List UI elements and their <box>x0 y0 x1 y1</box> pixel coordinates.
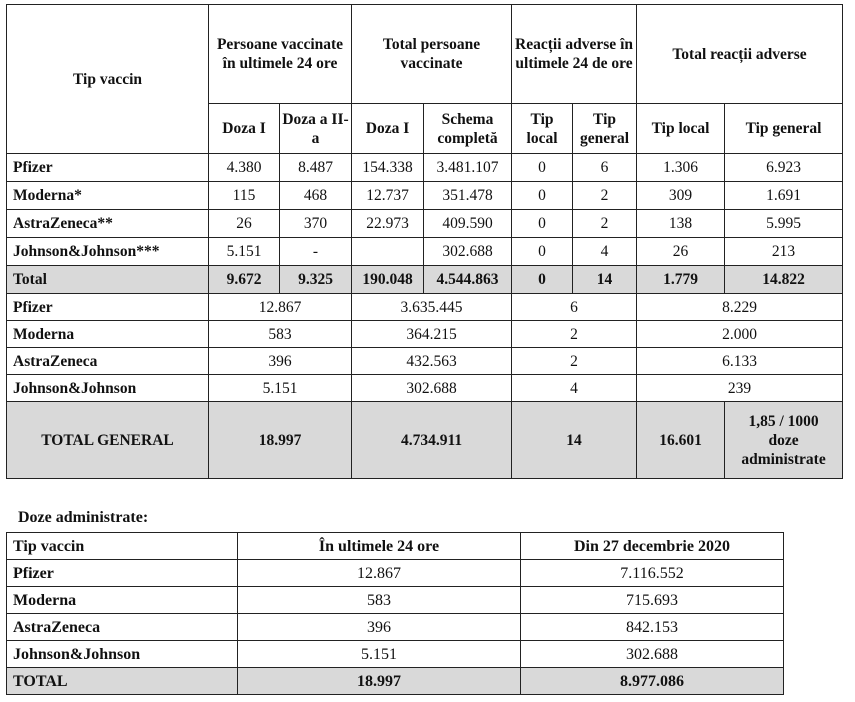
header-last-24h: În ultimele 24 ore <box>238 533 521 560</box>
cell: 1.306 <box>637 154 725 182</box>
total-label: Total <box>7 266 209 294</box>
table-row <box>7 614 784 641</box>
vaccine-name: Johnson&Johnson <box>7 641 238 668</box>
summary-row <box>7 348 843 375</box>
cell: 9.325 <box>280 266 352 294</box>
cell: 4.544.863 <box>424 266 512 294</box>
cell: 18.997 <box>238 668 521 695</box>
cell: 396 <box>209 348 352 375</box>
cell: 12.737 <box>352 182 424 210</box>
header-doza1-total: Doza I <box>352 104 424 154</box>
cell: 715.693 <box>521 587 784 614</box>
cell: 239 <box>637 375 843 402</box>
cell: 370 <box>280 210 352 238</box>
vaccine-name: Pfizer <box>7 294 209 321</box>
vaccine-name: Pfizer <box>7 154 209 182</box>
cell: 154.338 <box>352 154 424 182</box>
cell: 2 <box>512 321 637 348</box>
total-row <box>7 266 843 294</box>
cell: 468 <box>280 182 352 210</box>
cell: 26 <box>637 238 725 266</box>
header-row <box>7 533 784 560</box>
table-row <box>7 560 784 587</box>
cell: 8.487 <box>280 154 352 182</box>
cell: 2.000 <box>637 321 843 348</box>
cell: 351.478 <box>424 182 512 210</box>
header-tip-local: Tip local <box>512 104 573 154</box>
grand-total-label: TOTAL GENERAL <box>7 402 209 479</box>
cell: 302.688 <box>521 641 784 668</box>
cell: 22.973 <box>352 210 424 238</box>
header-schema: Schema completă <box>424 104 512 154</box>
cell: 432.563 <box>352 348 512 375</box>
cell: 0 <box>512 154 573 182</box>
cell: 115 <box>209 182 280 210</box>
cell: 5.151 <box>238 641 521 668</box>
rate-unit-2: administrate <box>741 450 826 468</box>
header-doza2: Doza a II-a <box>280 104 352 154</box>
cell: 4.734.911 <box>352 402 512 479</box>
header-total-reactii: Total reacții adverse <box>637 5 843 104</box>
cell: 7.116.552 <box>521 560 784 587</box>
vaccine-name: AstraZeneca <box>7 348 209 375</box>
header-tip-vaccin: Tip vaccin <box>7 5 209 154</box>
header-since-date: Din 27 decembrie 2020 <box>521 533 784 560</box>
vaccine-name: Pfizer <box>7 560 238 587</box>
cell: 842.153 <box>521 614 784 641</box>
summary-row <box>7 321 843 348</box>
cell: 14.822 <box>725 266 843 294</box>
header-tip-vaccin: Tip vaccin <box>7 533 238 560</box>
cell: 8.229 <box>637 294 843 321</box>
cell: 5.151 <box>209 238 280 266</box>
cell: 583 <box>209 321 352 348</box>
table-row <box>7 154 843 182</box>
cell: 364.215 <box>352 321 512 348</box>
doses-caption: Doze administrate: <box>18 509 149 526</box>
cell: 14 <box>573 266 637 294</box>
cell: 1.691 <box>725 182 843 210</box>
cell: 138 <box>637 210 725 238</box>
rate-unit-1: doze <box>768 431 799 449</box>
cell: 0 <box>512 266 573 294</box>
cell: 409.590 <box>424 210 512 238</box>
cell: 2 <box>512 348 637 375</box>
cell: 1.779 <box>637 266 725 294</box>
cell: 0 <box>512 238 573 266</box>
summary-row <box>7 375 843 402</box>
table-row <box>7 238 843 266</box>
total-row <box>7 668 784 695</box>
vaccine-name: Johnson&Johnson <box>7 375 209 402</box>
cell: 8.977.086 <box>521 668 784 695</box>
cell: 309 <box>637 182 725 210</box>
cell: 6.133 <box>637 348 843 375</box>
cell: 6 <box>512 294 637 321</box>
header-tip-local-total: Tip local <box>637 104 725 154</box>
cell: 302.688 <box>352 375 512 402</box>
summary-row <box>7 294 843 321</box>
vaccine-name: Moderna <box>7 587 238 614</box>
cell: 9.672 <box>209 266 280 294</box>
cell: 190.048 <box>352 266 424 294</box>
vaccine-name: Moderna <box>7 321 209 348</box>
doses-table <box>6 532 784 695</box>
header-reactii-24h: Reacții adverse în ultimele 24 de ore <box>512 5 637 104</box>
vaccine-name: AstraZeneca** <box>7 210 209 238</box>
cell: 583 <box>238 587 521 614</box>
header-total-persoane: Total persoane vaccinate <box>352 5 512 104</box>
cell: 213 <box>725 238 843 266</box>
cell: 18.997 <box>209 402 352 479</box>
header-doza1: Doza I <box>209 104 280 154</box>
cell: 26 <box>209 210 280 238</box>
table-row <box>7 587 784 614</box>
header-row-1 <box>7 5 843 104</box>
table-row <box>7 210 843 238</box>
header-tip-general-total: Tip general <box>725 104 843 154</box>
cell: 4 <box>573 238 637 266</box>
vaccine-name: Johnson&Johnson*** <box>7 238 209 266</box>
cell: 16.601 <box>637 402 725 479</box>
header-tip-general: Tip general <box>573 104 637 154</box>
cell: 0 <box>512 210 573 238</box>
cell: 14 <box>512 402 637 479</box>
cell: 12.867 <box>238 560 521 587</box>
grand-total-row <box>7 402 843 479</box>
cell: 4.380 <box>209 154 280 182</box>
cell: 4 <box>512 375 637 402</box>
table-row <box>7 182 843 210</box>
cell: 6.923 <box>725 154 843 182</box>
cell: - <box>280 238 352 266</box>
header-persoane-24h: Persoane vaccinate în ultimele 24 ore <box>209 5 352 104</box>
cell: 5.995 <box>725 210 843 238</box>
cell: 6 <box>573 154 637 182</box>
cell: 3.635.445 <box>352 294 512 321</box>
vaccine-name: Moderna* <box>7 182 209 210</box>
table-row <box>7 641 784 668</box>
cell: 0 <box>512 182 573 210</box>
cell: 2 <box>573 210 637 238</box>
rate-cell <box>725 402 843 479</box>
cell: 396 <box>238 614 521 641</box>
total-label: TOTAL <box>7 668 238 695</box>
cell: 12.867 <box>209 294 352 321</box>
vaccine-name: AstraZeneca <box>7 614 238 641</box>
cell: 2 <box>573 182 637 210</box>
cell: 5.151 <box>209 375 352 402</box>
rate-value: 1,85 / 1000 <box>748 412 819 430</box>
cell <box>352 238 424 266</box>
vaccination-table <box>6 4 843 479</box>
cell: 3.481.107 <box>424 154 512 182</box>
cell: 302.688 <box>424 238 512 266</box>
